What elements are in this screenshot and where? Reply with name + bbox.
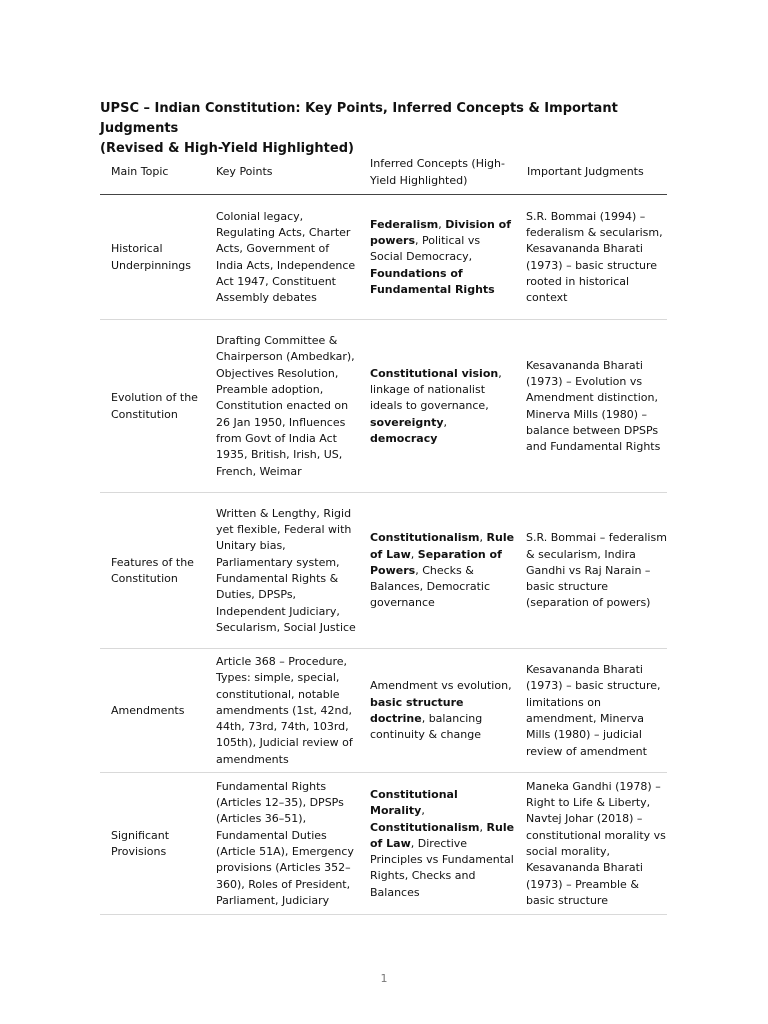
page-number: 1 (380, 972, 388, 985)
concept-text: , (438, 217, 446, 231)
cell-important-judgments: Kesavananda Bharati (1973) – Evolution vs Amendment distinction, Minerva Mills (1980) – balance between DPSPs and Fundamental Rights (516, 320, 667, 493)
cell-inferred-concepts (359, 773, 516, 915)
header-key-points: Key Points (205, 150, 359, 195)
table-row (100, 649, 667, 773)
highlighted-concept: Constitutionalism (370, 531, 480, 545)
concept-text: , linkage of nationalist ideals to governance, (370, 366, 502, 413)
cell-key-points: Written & Lengthy, Rigid yet flexible, Federal with Unitary bias, Parliamentary system, Fundamental Rights & Duties, DPSPs, Independent Judiciary, Secularism, Social Justice (205, 493, 359, 649)
highlighted-concept: Constitutionalism (370, 820, 480, 834)
table-header-row (100, 150, 667, 195)
cell-inferred-concepts (359, 195, 516, 320)
highlighted-concept: sovereignty (370, 415, 444, 429)
highlighted-concept: basic structure doctrine (370, 695, 464, 725)
concept-text: , (479, 820, 487, 834)
header-main-topic: Main Topic (100, 150, 205, 195)
highlighted-concept: Federalism (370, 217, 439, 231)
cell-key-points: Article 368 – Procedure, Types: simple, special, constitutional, notable amendments (1st, 42nd, 44th, 73rd, 74th, 103rd, 105th), Judicial review of amendments (205, 649, 359, 773)
header-important-judgments: Important Judgments (516, 150, 667, 195)
highlighted-concept: Foundations of Fundamental Rights (370, 266, 495, 296)
cell-inferred-concepts (359, 320, 516, 493)
cell-inferred-concepts (359, 493, 516, 649)
table-row (100, 320, 667, 493)
concept-text: , Directive Principles vs Fundamental Rights, Checks and Balances (370, 836, 514, 899)
cell-inferred-concepts (359, 649, 516, 773)
highlighted-concept: Separation of Powers (370, 547, 502, 577)
highlighted-concept: Constitutional vision (370, 366, 499, 380)
cell-main-topic: Historical Underpinnings (100, 195, 205, 320)
cell-key-points: Fundamental Rights (Articles 12–35), DPSPs (Articles 36–51), Fundamental Duties (Article 51A), Emergency provisions (Articles 352–360), Roles of President, Parliament, Judiciary (205, 773, 359, 915)
concept-text: , balancing continuity & change (370, 712, 483, 742)
concept-text: , (479, 531, 487, 545)
concept-text: , (443, 415, 448, 429)
highlighted-concept: Rule of Law (370, 820, 515, 850)
cell-key-points: Drafting Committee & Chairperson (Ambedkar), Objectives Resolution, Preamble adoption, Constitution enacted on 26 Jan 1950, Influences from Govt of India Act 1935, British, Irish, US, French, Weimar (205, 320, 359, 493)
highlighted-concept: Division of powers (370, 217, 511, 248)
cell-main-topic: Amendments (100, 649, 205, 773)
cell-important-judgments: S.R. Bommai (1994) – federalism & secularism, Kesavananda Bharati (1973) – basic structure rooted in historical context (516, 195, 667, 320)
table-row (100, 493, 667, 649)
concept-text: , Checks & Balances, Democratic governance (370, 563, 491, 610)
cell-main-topic: Significant Provisions (100, 773, 205, 915)
highlighted-concept: democracy (370, 431, 438, 445)
title-line-2: (Revised & High-Yield Highlighted) (100, 141, 354, 156)
cell-important-judgments: Kesavananda Bharati (1973) – basic structure, limitations on amendment, Minerva Mills (1980) – judicial review of amendment (516, 649, 667, 773)
constitution-table (100, 150, 667, 915)
header-inferred-concepts: Inferred Concepts (High-Yield Highlighted) (359, 150, 516, 195)
concept-text: Amendment vs evolution, (370, 679, 512, 693)
concept-text: , (410, 547, 418, 561)
table-row (100, 195, 667, 320)
concept-text: , Political vs Social Democracy, (370, 234, 481, 264)
highlighted-concept: Rule of Law (370, 531, 515, 561)
table-row (100, 773, 667, 915)
highlighted-concept: Constitutional Morality (370, 787, 458, 818)
concept-text: , (421, 804, 425, 818)
cell-important-judgments: Maneka Gandhi (1978) – Right to Life & Liberty, Navtej Johar (2018) – constitutional morality vs social morality, Kesavananda Bharati (1973) – Preamble & basic structure (516, 773, 667, 915)
title-line-1: UPSC – Indian Constitution: Key Points, Inferred Concepts & Important Judgments (100, 101, 618, 136)
cell-main-topic: Evolution of the Constitution (100, 320, 205, 493)
cell-key-points: Colonial legacy, Regulating Acts, Charter Acts, Government of India Acts, Independence Act 1947, Constituent Assembly debates (205, 195, 359, 320)
cell-important-judgments: S.R. Bommai – federalism & secularism, Indira Gandhi vs Raj Narain – basic structure (separation of powers) (516, 493, 667, 649)
cell-main-topic: Features of the Constitution (100, 493, 205, 649)
